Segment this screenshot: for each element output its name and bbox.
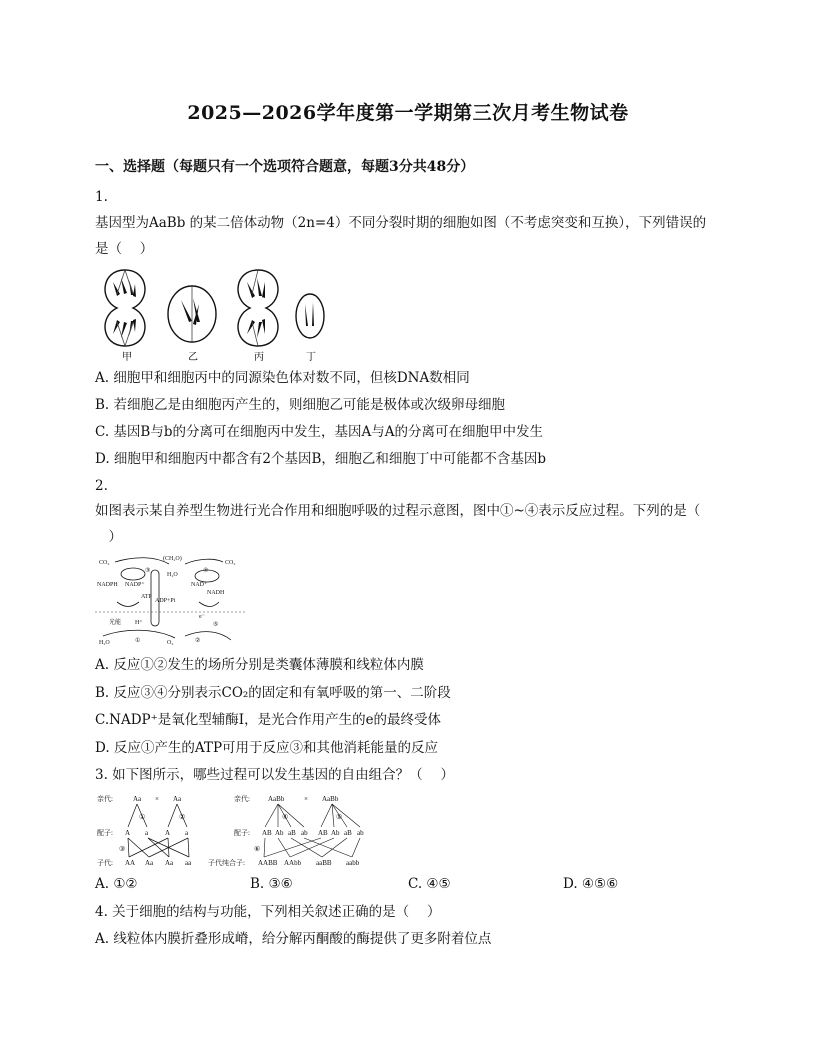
q2-label-h2o-top: H₂O bbox=[167, 572, 178, 578]
q3-stem: 3. 如下图所示，哪些过程可以发生基因的自由组合？（ ） bbox=[95, 767, 454, 783]
q3-right-parent-1: AaBb bbox=[268, 795, 285, 803]
q3-right-gamete-7: aB bbox=[344, 829, 352, 837]
q3-left-offspring-4: aa bbox=[185, 859, 192, 867]
q2-option-c: C.NADP⁺是氧化型辅酶I，是光合作用产生的e的最终受体 bbox=[95, 712, 442, 728]
q2-option-a: A. 反应①②发生的场所分别是类囊体薄膜和线粒体内膜 bbox=[95, 657, 424, 673]
q3-right-gamete-2: Ab bbox=[275, 829, 284, 837]
q3-right-offspring-label: 子代纯合子: bbox=[208, 859, 245, 867]
q2-label-nadp: NADP⁺ bbox=[125, 582, 145, 588]
q3-right-cross: × bbox=[304, 795, 308, 803]
q1-fig-label-ding: 丁 bbox=[306, 352, 316, 363]
q3-left-parent-1: Aa bbox=[133, 795, 142, 803]
q3-left-gamete-3: A bbox=[165, 829, 171, 837]
q2-photosynthesis-respiration-figure bbox=[95, 552, 245, 650]
q1-fig-label-bing: 丙 bbox=[254, 352, 264, 363]
q3-right-offspring-1: AABB bbox=[258, 859, 278, 867]
q3-left-offspring-3: Aa bbox=[165, 859, 174, 867]
q3-option-a: A. ①② bbox=[95, 876, 138, 892]
q3-right-offspring-2: AAbb bbox=[284, 859, 302, 867]
q3-step-5: ⑤ bbox=[336, 813, 343, 821]
q3-left-parent-label: 亲代: bbox=[97, 795, 113, 803]
q3-right-parent-2: AaBb bbox=[322, 795, 339, 803]
q2-label-o2: O₂ bbox=[167, 640, 174, 646]
q1-fig-label-yi: 乙 bbox=[188, 352, 198, 363]
q3-step-2: ② bbox=[179, 813, 186, 821]
q2-number: 2. bbox=[95, 478, 108, 494]
q2-label-nadph: NADPH bbox=[97, 582, 118, 588]
q3-right-gamete-8: ab bbox=[357, 829, 364, 837]
q3-left-gamete-1: A bbox=[125, 829, 131, 837]
q1-option-a: A. 细胞甲和细胞丙中的同源染色体对数不同，但核DNA数相同 bbox=[95, 370, 470, 386]
q1-cell-division-figure bbox=[95, 264, 345, 364]
q3-step-3: ③ bbox=[119, 845, 126, 853]
q3-option-b: B. ③⑥ bbox=[250, 876, 293, 892]
q3-cross-figure-right bbox=[208, 791, 392, 869]
q2-step-4: ④ bbox=[203, 568, 209, 574]
q3-step-1: ① bbox=[139, 813, 146, 821]
exam-title: 2025—2026学年度第一学期第三次月考生物试卷 bbox=[187, 102, 629, 124]
q3-right-parent-label: 亲代: bbox=[234, 795, 250, 803]
q2-option-d: D. 反应①产生的ATP可用于反应③和其他消耗能量的反应 bbox=[95, 740, 439, 756]
q3-cross-figure-left bbox=[95, 791, 205, 869]
q1-number: 1. bbox=[95, 189, 108, 205]
q3-left-gamete-label: 配子: bbox=[97, 829, 113, 837]
q3-left-offspring-label: 子代: bbox=[97, 859, 113, 867]
q3-right-gamete-label: 配子: bbox=[234, 829, 250, 837]
q3-option-d: D. ④⑤⑥ bbox=[563, 876, 619, 892]
q3-left-gamete-4: a bbox=[185, 829, 189, 837]
q1-stem-line2: 是（ ） bbox=[95, 241, 154, 257]
q2-stem-line1: 如图表示某自养型生物进行光合作用和细胞呼吸的过程示意图，图中①~④表示反应过程。下列的是（ bbox=[95, 503, 701, 519]
q2-step-1: ① bbox=[135, 638, 141, 644]
q3-step-6: ⑥ bbox=[254, 845, 261, 853]
q3-left-parent-2: Aa bbox=[173, 795, 182, 803]
q3-right-gamete-4: ab bbox=[301, 829, 308, 837]
q2-label-ch2o: (CH₂O) bbox=[163, 556, 182, 562]
q2-stem-line2: ） bbox=[95, 529, 122, 545]
q3-left-gamete-2: a bbox=[145, 829, 149, 837]
q2-label-co2-top: CO₂ bbox=[99, 560, 110, 566]
q3-left-offspring-2: Aa bbox=[145, 859, 154, 867]
q2-label-nad: NAD⁺ bbox=[191, 582, 208, 588]
q2-label-nadh: NADH bbox=[207, 590, 225, 596]
q1-stem-line1: 基因型为AaBb 的某二倍体动物（2n=4）不同分裂时期的细胞如图（不考虑突变和互换），下列错误的 bbox=[95, 215, 707, 231]
q2-label-co2-right: CO₂ bbox=[225, 560, 236, 566]
q4-stem: 4. 关于细胞的结构与功能，下列相关叙述正确的是（ ） bbox=[95, 904, 441, 920]
q2-step-3: ③ bbox=[145, 568, 151, 574]
q2-label-e: e⁻ bbox=[199, 614, 205, 620]
q1-option-d: D. 细胞甲和细胞丙中都含有2个基因B，细胞乙和细胞丁中可能都不含基因b bbox=[95, 451, 547, 467]
q2-label-h-plus: H⁺ bbox=[135, 620, 143, 626]
q2-label-atp: ATP bbox=[141, 594, 152, 600]
q1-option-c: C. 基因B与b的分离可在细胞丙中发生，基因A与A的分离可在细胞甲中发生 bbox=[95, 424, 543, 440]
q3-right-gamete-5: AB bbox=[318, 829, 328, 837]
q2-label-adp: ADP+Pi bbox=[155, 598, 176, 604]
q4-option-a: A. 线粒体内膜折叠形成嵴，给分解丙酮酸的酶提供了更多附着位点 bbox=[95, 931, 492, 947]
section-heading: 一、选择题（每题只有一个选项符合题意，每题3分共48分） bbox=[95, 159, 475, 175]
q2-step-2: ② bbox=[195, 638, 201, 644]
q3-right-gamete-1: AB bbox=[262, 829, 272, 837]
q3-step-4: ④ bbox=[282, 813, 289, 821]
q2-option-b: B. 反应③④分别表示CO₂的固定和有氧呼吸的第一、二阶段 bbox=[95, 685, 451, 701]
q3-right-gamete-3: aB bbox=[288, 829, 296, 837]
q3-left-cross: × bbox=[155, 795, 159, 803]
q3-right-gamete-6: Ab bbox=[331, 829, 340, 837]
q2-label-light: 光能 bbox=[109, 620, 122, 626]
q2-label-h2o-bottom: H₂O bbox=[99, 640, 110, 646]
q3-option-c: C. ④⑤ bbox=[408, 876, 451, 892]
q3-right-offspring-4: aabb bbox=[346, 859, 360, 867]
q3-right-offspring-3: aaBB bbox=[316, 859, 332, 867]
q1-fig-label-jia: 甲 bbox=[122, 352, 132, 363]
q2-step-5: ⑤ bbox=[213, 622, 219, 628]
q3-left-offspring-1: AA bbox=[125, 859, 136, 867]
q1-option-b: B. 若细胞乙是由细胞丙产生的，则细胞乙可能是极体或次级卵母细胞 bbox=[95, 397, 506, 413]
